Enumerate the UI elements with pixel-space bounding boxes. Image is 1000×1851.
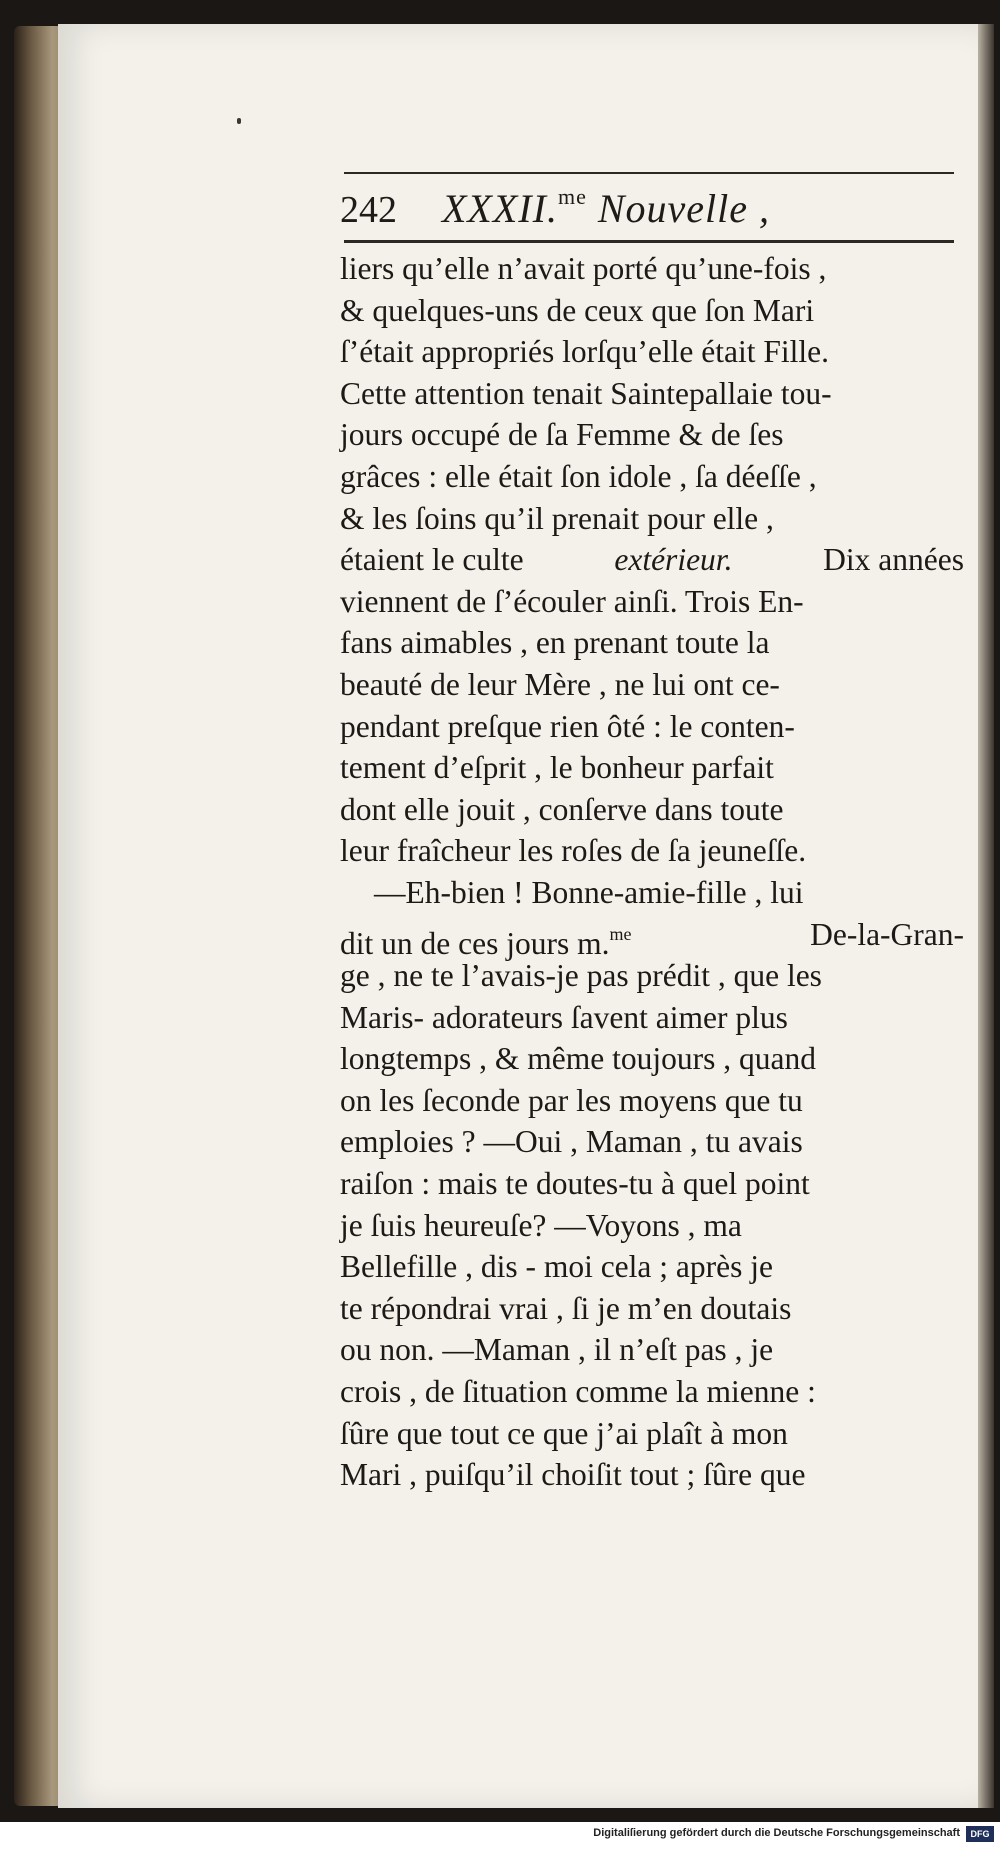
running-title-numeral: XXXII. <box>442 186 558 231</box>
text-segment: De-la-Gran- <box>810 916 964 952</box>
text-segment: je ſuis heureuſe? —Voyons , ma <box>340 1207 742 1243</box>
text-segment: longtemps , & même toujours , quand <box>340 1041 816 1077</box>
text-line <box>340 830 964 872</box>
text-segment: Mari , puiſqu’il choiſit tout ; ſûre que <box>340 1457 806 1493</box>
page-right-edge <box>978 24 994 1808</box>
text-segment: Bellefille , dis - moi cela ; après je <box>340 1249 773 1285</box>
ink-speck <box>237 118 241 124</box>
text-segment: ſ’était appropriés lorſqu’elle était Fille. <box>340 334 829 370</box>
text-line <box>340 1329 964 1371</box>
text-line <box>340 1454 964 1496</box>
footer-bar <box>0 1822 1000 1851</box>
text-line <box>340 914 964 961</box>
text-segment <box>340 914 632 961</box>
text-line <box>340 331 964 373</box>
text-line <box>340 1205 964 1247</box>
text-line <box>340 539 964 581</box>
text-line <box>340 581 964 623</box>
text-segment: beauté de leur Mère , ne lui ont ce- <box>340 666 780 702</box>
text-segment: te répondrai vrai , ſi je m’en doutais <box>340 1290 792 1326</box>
text-segment: grâces : elle était ſon idole , ſa déeſſe , <box>340 458 817 494</box>
text-segment: tement d’eſprit , le bonheur parfait <box>340 750 774 786</box>
text-line <box>340 248 964 290</box>
superscript: me <box>609 923 632 944</box>
text-segment: Dix années <box>823 542 964 578</box>
text-line <box>340 1080 964 1122</box>
text-segment: ge , ne te l’avais-je pas prédit , que les <box>340 958 822 994</box>
text-line <box>340 1246 964 1288</box>
header-rule-top <box>344 172 954 174</box>
text-segment: & les ſoins qu’il prenait pour elle , <box>340 500 774 536</box>
running-header <box>340 178 960 240</box>
text-segment: leur fraîcheur les roſes de ſa jeuneſſe. <box>340 833 807 869</box>
text-line <box>340 1121 964 1163</box>
text-line <box>340 622 964 664</box>
text-segment: dont elle jouit , conſerve dans toute <box>340 791 784 827</box>
text-line <box>340 747 964 789</box>
body-text <box>340 248 964 1496</box>
text-line <box>340 997 964 1039</box>
text-line <box>340 789 964 831</box>
digitization-credit: Digitaliſierung gefördert durch die Deutsche Forschungsgemeinschaft <box>593 1827 960 1839</box>
text-line <box>340 706 964 748</box>
text-line <box>340 373 964 415</box>
text-segment: —Eh-bien ! Bonne-amie-fille , lui <box>374 874 804 910</box>
text-segment: Maris- adorateurs ſavent aimer plus <box>340 999 788 1035</box>
text-segment: liers qu’elle n’avait porté qu’une-fois , <box>340 251 827 286</box>
text-line <box>340 1163 964 1205</box>
text-line <box>340 664 964 706</box>
text-line <box>340 1038 964 1080</box>
text-segment: Cette attention tenait Saintepallaie tou- <box>340 375 832 411</box>
text-segment: ſûre que tout ce que j’ai plaît à mon <box>340 1415 788 1451</box>
text-segment: étaient le culte <box>340 542 524 578</box>
running-title-superscript: me <box>557 184 587 209</box>
italic-word: extérieur. <box>614 542 733 578</box>
text-line <box>340 1288 964 1330</box>
text-segment: fans aimables , en prenant toute la <box>340 625 770 661</box>
text-segment: emploies ? —Oui , Maman , tu avais <box>340 1124 803 1160</box>
dfg-logo: DFG <box>966 1826 994 1842</box>
text-line <box>340 872 964 914</box>
text-line <box>340 955 964 997</box>
page-number: 242 <box>340 189 397 231</box>
text-segment: dit un de ces jours m. <box>340 925 610 961</box>
text-segment: viennent de ſ’écouler ainſi. Trois En- <box>340 583 804 619</box>
text-segment: pendant preſque rien ôté : le conten- <box>340 708 795 744</box>
text-line <box>340 1413 964 1455</box>
header-rule-bottom <box>344 240 954 243</box>
running-title <box>442 184 770 232</box>
text-line <box>340 414 964 456</box>
text-line <box>340 498 964 540</box>
text-segment: ou non. —Maman , il n’eſt pas , je <box>340 1332 774 1368</box>
text-line <box>340 456 964 498</box>
text-segment: raiſon : mais te doutes-tu à quel point <box>340 1166 810 1202</box>
text-segment: crois , de ſituation comme la mienne : <box>340 1374 816 1410</box>
text-segment: on les ſeconde par les moyens que tu <box>340 1082 803 1118</box>
text-line <box>340 1371 964 1413</box>
running-title-word: Nouvelle , <box>597 186 771 231</box>
text-segment: & quelques-uns de ceux que ſon Mari <box>340 292 815 328</box>
text-line <box>340 290 964 332</box>
text-segment: jours occupé de ſa Femme & de ſes <box>340 417 784 453</box>
